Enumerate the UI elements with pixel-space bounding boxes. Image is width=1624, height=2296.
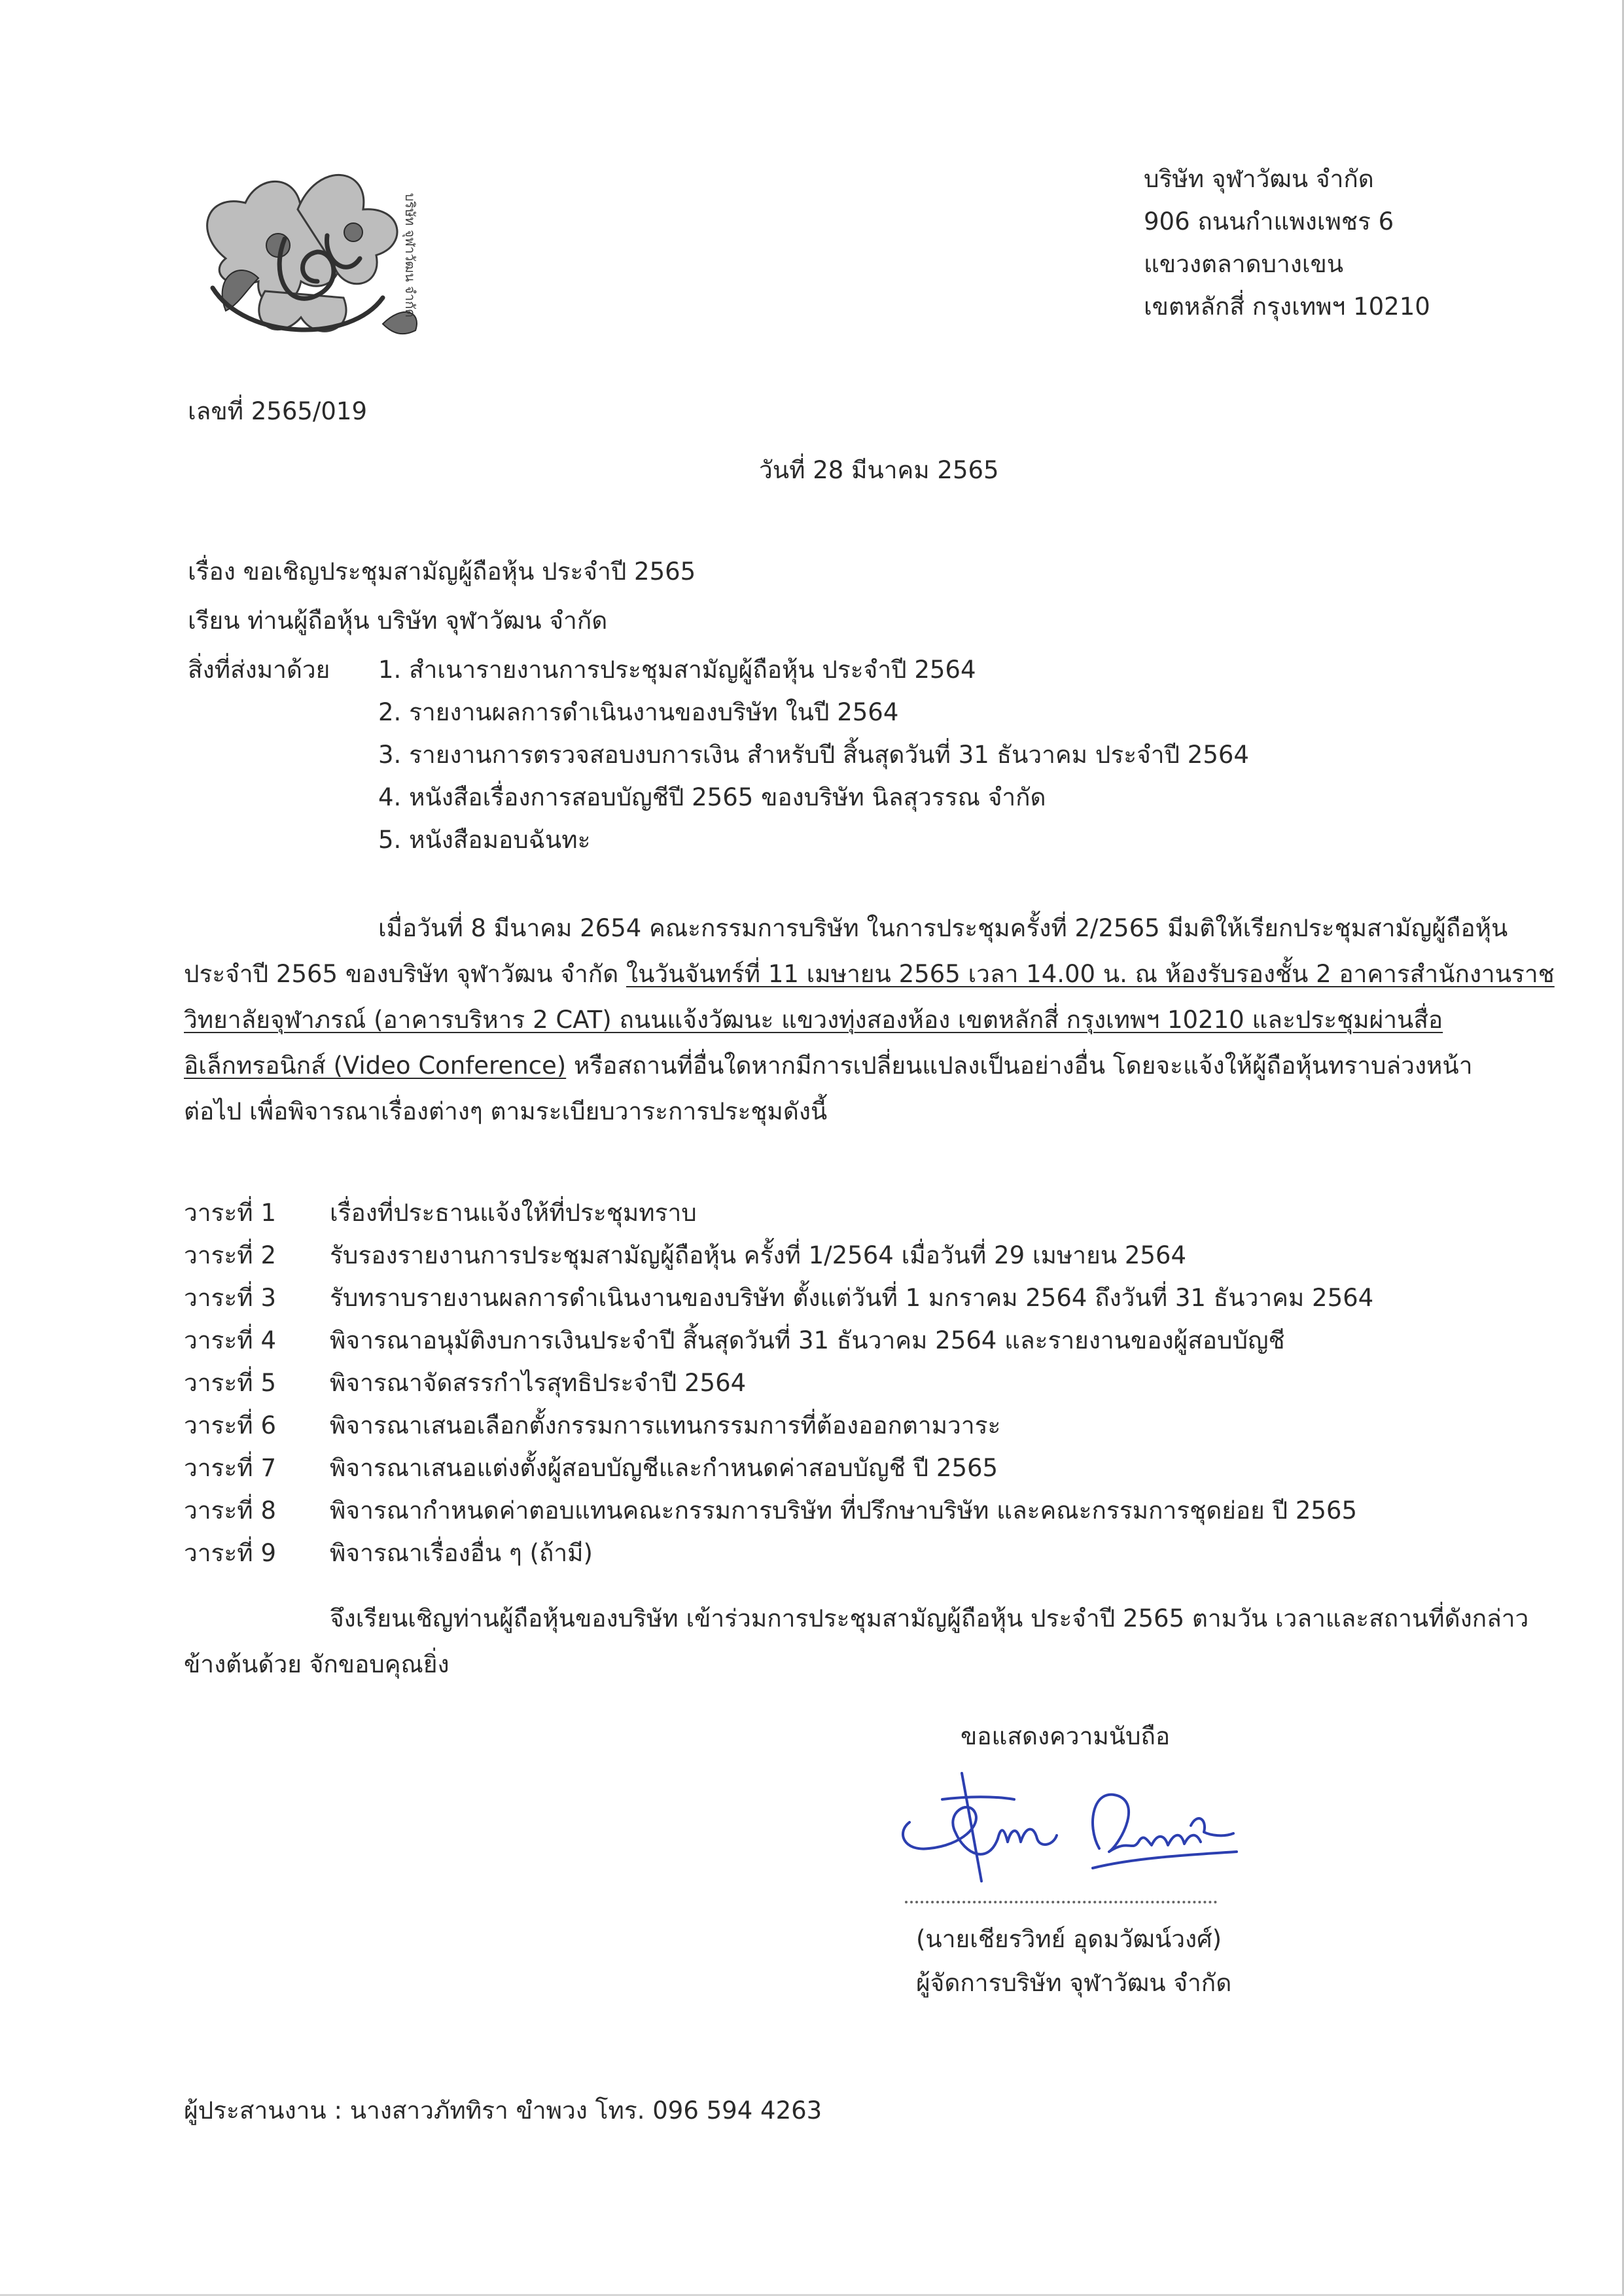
agenda-label: วาระที่ 9	[184, 1539, 276, 1567]
agenda-label: วาระที่ 2	[184, 1241, 276, 1269]
agenda-label: วาระที่ 1	[184, 1199, 276, 1227]
agenda-text: พิจารณาจัดสรรกำไรสุทธิประจำปี 2564	[330, 1369, 747, 1397]
agenda-text: รับทราบรายงานผลการดำเนินงานของบริษัท ตั้งแต่วันที่ 1 มกราคม 2564 ถึงวันที่ 31 ธันวาคม 2564	[330, 1284, 1374, 1312]
subject-line: เรื่อง ขอเชิญประชุมสามัญผู้ถือหุ้น ประจำปี 2565	[188, 557, 696, 586]
address-line-4: เขตหลักสี่ กรุงเทพฯ 10210	[1144, 292, 1430, 321]
doc-number: เลขที่ 2565/019	[188, 397, 368, 425]
agenda-text: รับรองรายงานการประชุมสามัญผู้ถือหุ้น ครั้งที่ 1/2564 เมื่อวันที่ 29 เมษายน 2564	[330, 1241, 1186, 1269]
recipient-line: เรียน ท่านผู้ถือหุ้น บริษัท จุฬาวัฒน จำกัด	[188, 607, 608, 635]
address-line-2: 906 ถนนกำแพงเพชร 6	[1144, 207, 1394, 236]
signoff: ขอแสดงความนับถือ	[961, 1722, 1171, 1750]
closing-line-2: ข้างต้นด้วย จักขอบคุณยิ่ง	[184, 1650, 450, 1678]
attachment-item: 3. รายงานการตรวจสอบงบการเงิน สำหรับปี สิ้นสุดวันที่ 31 ธันวาคม ประจำปี 2564	[378, 741, 1249, 769]
closing-line-1: จึงเรียนเชิญท่านผู้ถือหุ้นของบริษัท เข้าร่วมการประชุมสามัญผู้ถือหุ้น ประจำปี 2565 ตามวัน เวลาและสถานที่ดังกล่าว	[330, 1604, 1529, 1633]
agenda-label: วาระที่ 4	[184, 1326, 276, 1354]
agenda-label: วาระที่ 6	[184, 1411, 276, 1439]
signature-dotted-line	[905, 1901, 1217, 1903]
agenda-label: วาระที่ 7	[184, 1454, 276, 1482]
coordinator-contact: ผู้ประสานงาน : นางสาวภัททิรา ขำพวง โทร. 096 594 4263	[184, 2096, 822, 2125]
handwritten-signature-icon	[883, 1760, 1250, 1898]
body-line-2-lead: ประจำปี 2565 ของบริษัท จุฬาวัฒน จำกัด	[184, 960, 626, 988]
attachment-item: 2. รายงานผลการดำเนินงานของบริษัท ในปี 2564	[378, 698, 899, 726]
agenda-text: พิจารณาเรื่องอื่น ๆ (ถ้ามี)	[330, 1539, 593, 1567]
attachment-item: 5. หนังสือมอบฉันทะ	[378, 826, 591, 854]
company-name: บริษัท จุฬาวัฒน จำกัด	[1144, 165, 1374, 193]
agenda-label: วาระที่ 8	[184, 1496, 276, 1525]
attachments-label: สิ่งที่ส่งมาด้วย	[188, 656, 330, 684]
body-line-2	[184, 962, 1555, 986]
body-line-4-tail: หรือสถานที่อื่นใดหากมีการเปลี่ยนแปลงเป็นอย่างอื่น โดยจะแจ้งให้ผู้ถือหุ้นทราบล่วงหน้า	[566, 1051, 1473, 1080]
body-line-4	[184, 1053, 1472, 1078]
agenda-text: เรื่องที่ประธานแจ้งให้ที่ประชุมทราบ	[330, 1199, 697, 1227]
address-line-3: แขวงตลาดบางเขน	[1144, 250, 1344, 278]
body-line-5: ต่อไป เพื่อพิจารณาเรื่องต่างๆ ตามระเบียบวาระการประชุมดังนี้	[184, 1097, 828, 1125]
agenda-text: พิจารณาเสนอแต่งตั้งผู้สอบบัญชีและกำหนดค่าสอบบัญชี ปี 2565	[330, 1454, 998, 1482]
signer-title: ผู้จัดการบริษัท จุฬาวัฒน จำกัด	[916, 1969, 1232, 1997]
video-conference-text: อิเล็กทรอนิกส์ (Video Conference)	[184, 1051, 567, 1080]
body-line-1: เมื่อวันที่ 8 มีนาคม 2654 คณะกรรมการบริษัท ในการประชุมครั้งที่ 2/2565 มีมติให้เรียกประชุมสามัญผู้ถือหุ้น	[378, 914, 1508, 942]
agenda-label: วาระที่ 5	[184, 1369, 276, 1397]
company-logo	[186, 147, 448, 363]
letter-date: วันที่ 28 มีนาคม 2565	[759, 456, 999, 484]
body-line-3-venue: วิทยาลัยจุฬาภรณ์ (อาคารบริหาร 2 CAT) ถนนแจ้งวัฒนะ แขวงทุ่งสองห้อง เขตหลักสี่ กรุงเทพฯ 10210 และประชุมผ่านสื่อ	[184, 1006, 1443, 1034]
agenda-text: พิจารณาอนุมัติงบการเงินประจำปี สิ้นสุดวันที่ 31 ธันวาคม 2564 และรายงานของผู้สอบบัญชี	[330, 1326, 1285, 1354]
svg-text:บริษัท จุฬาวัฒน จำกัด: บริษัท จุฬาวัฒน จำกัด	[402, 193, 418, 318]
attachment-item: 4. หนังสือเรื่องการสอบบัญชีปี 2565 ของบริษัท นิลสุวรรณ จำกัด	[378, 783, 1046, 811]
attachment-item: 1. สำเนารายงานการประชุมสามัญผู้ถือหุ้น ประจำปี 2564	[378, 656, 976, 684]
agenda-text: พิจารณาเสนอเลือกตั้งกรรมการแทนกรรมการที่ต้องออกตามวาระ	[330, 1411, 1001, 1439]
signer-name: (นายเชียรวิทย์ อุดมวัฒน์วงศ์)	[916, 1925, 1222, 1953]
agenda-label: วาระที่ 3	[184, 1284, 276, 1312]
meeting-datetime-venue: ในวันจันทร์ที่ 11 เมษายน 2565 เวลา 14.00 น. ณ ห้องรับรองชั้น 2 อาคารสำนักงานราช	[626, 960, 1555, 988]
signature	[883, 1760, 1250, 1898]
agenda-text: พิจารณากำหนดค่าตอบแทนคณะกรรมการบริษัท ที่ปรึกษาบริษัท และคณะกรรมการชุดย่อย ปี 2565	[330, 1496, 1357, 1525]
orchid-flower-logo-icon	[186, 147, 448, 363]
